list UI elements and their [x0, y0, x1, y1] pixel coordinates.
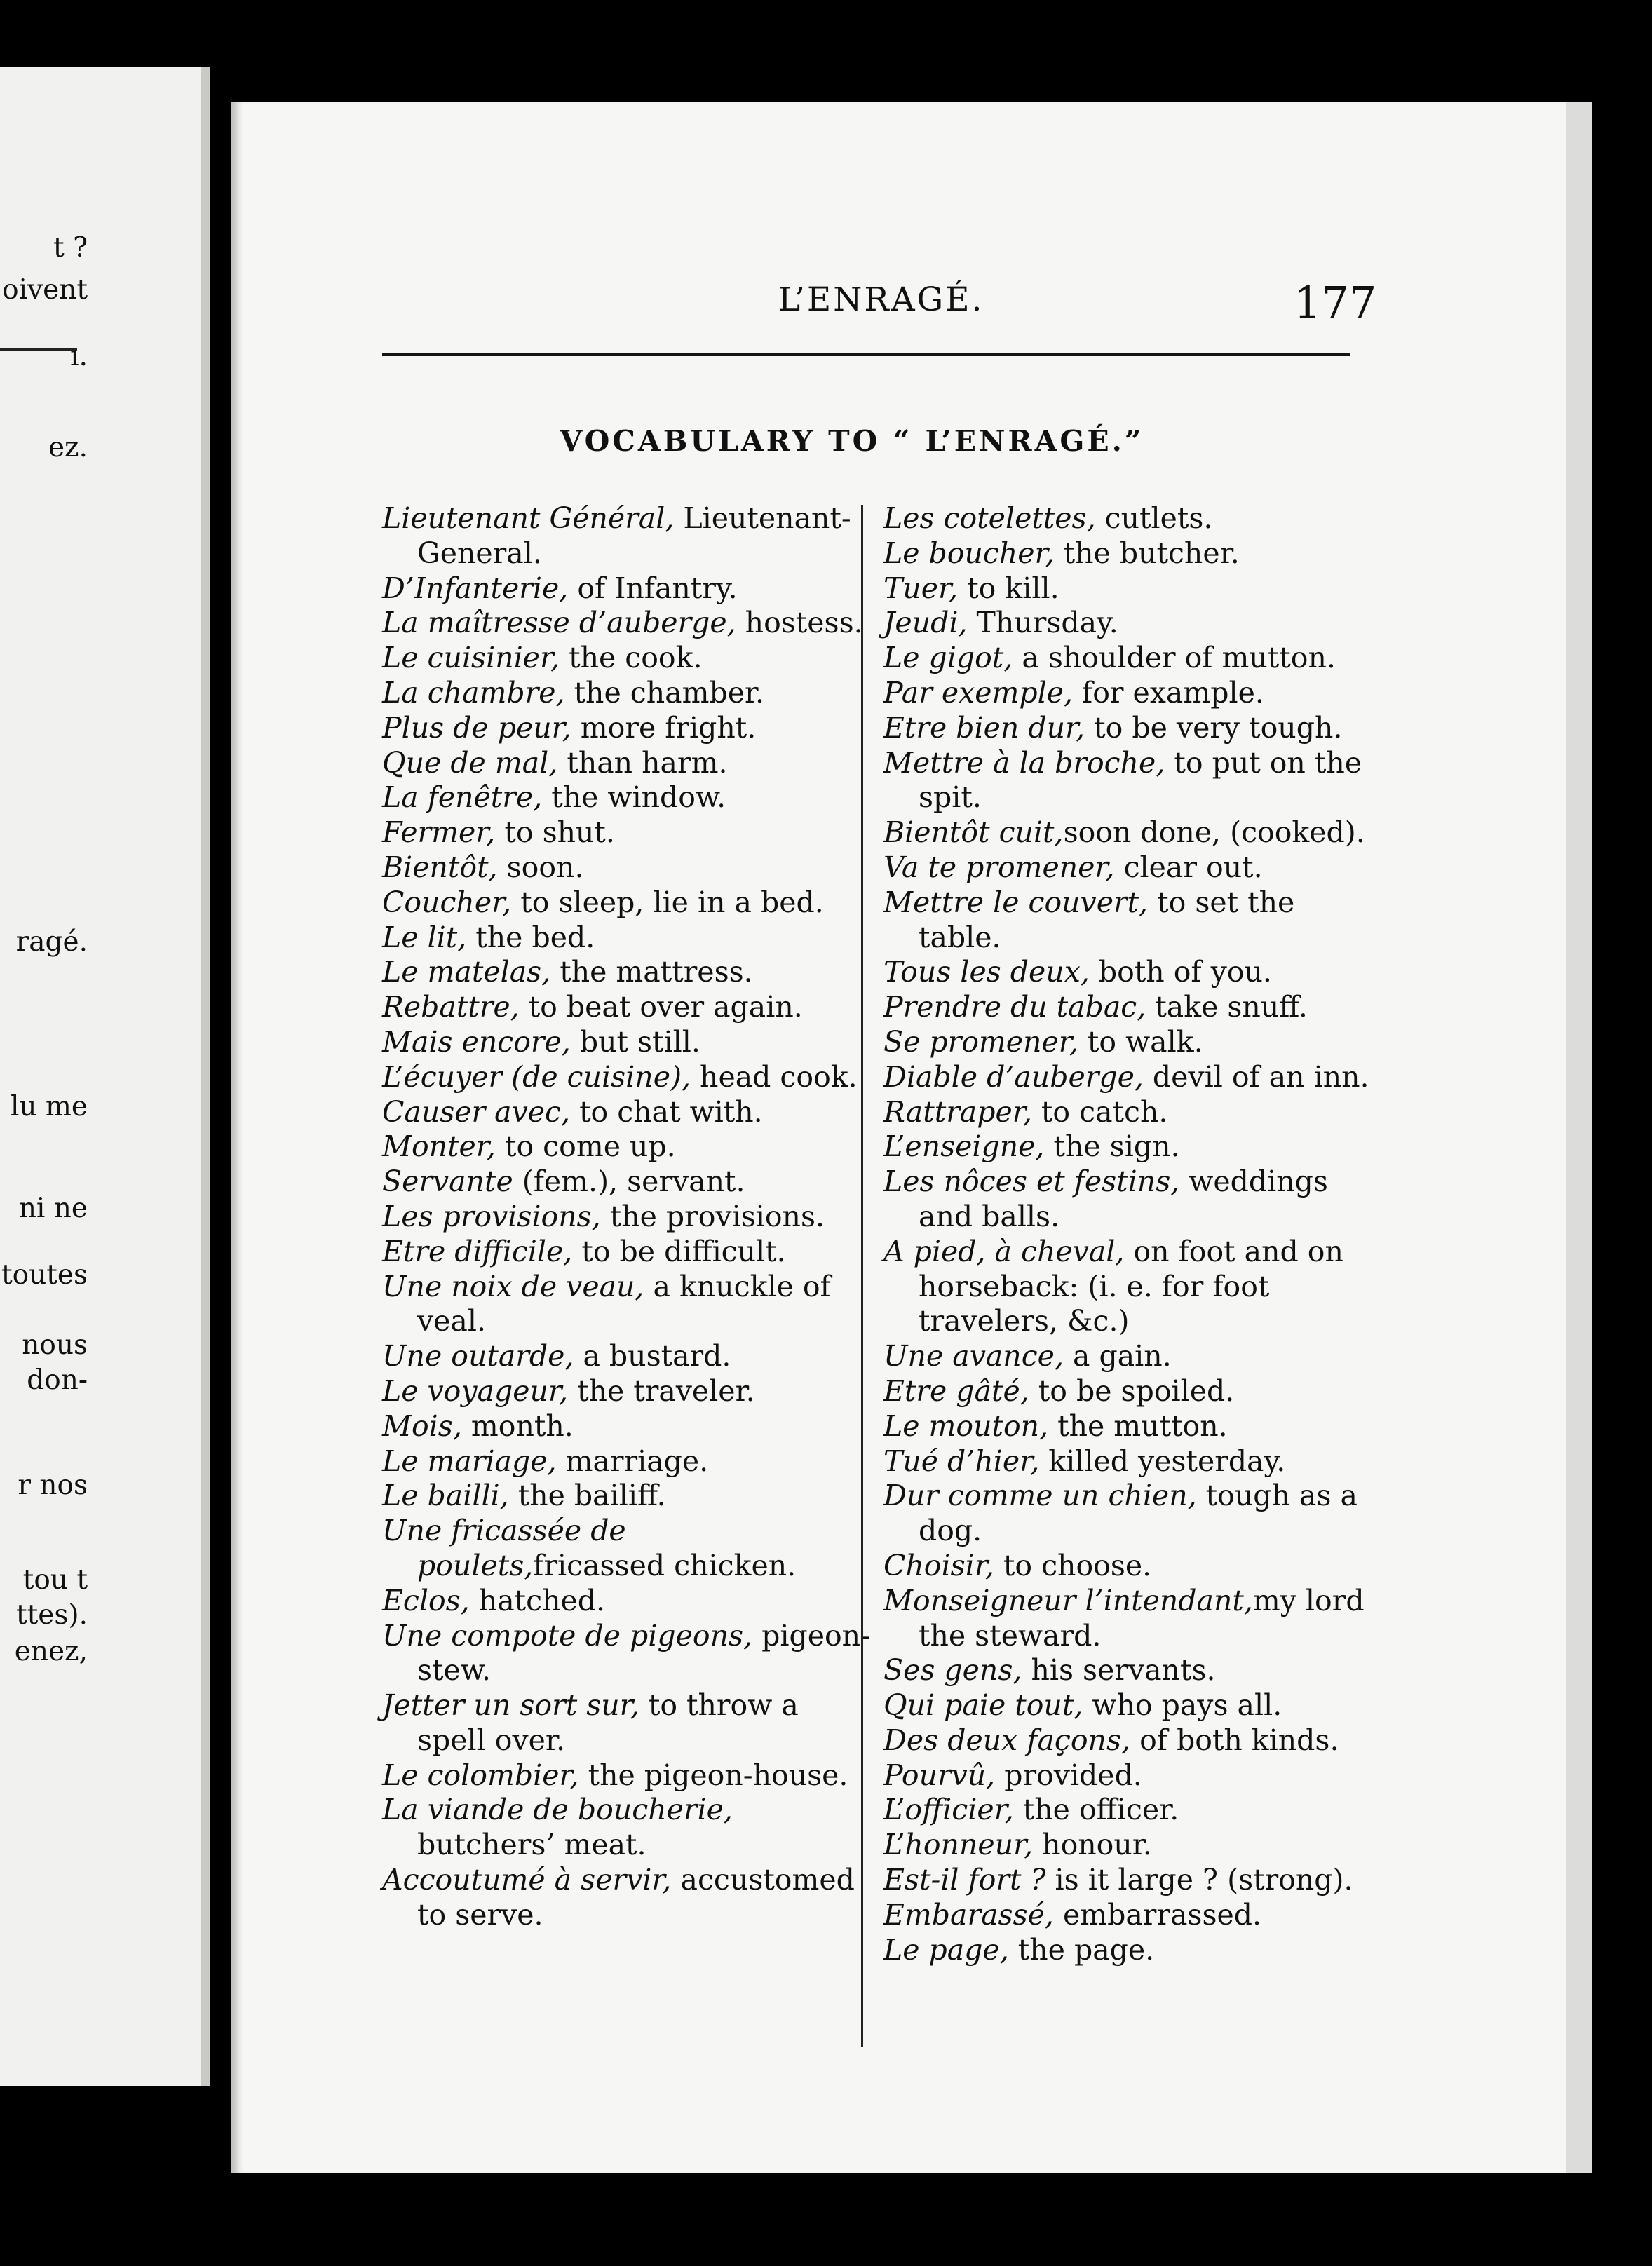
- vocab-gloss: Thursday.: [967, 606, 1118, 640]
- vocab-entry: [883, 606, 1374, 641]
- vocab-term: L’officier,: [883, 1793, 1014, 1827]
- vocab-gloss: to chat with.: [570, 1094, 763, 1129]
- vocab-entry: [382, 1409, 873, 1444]
- vocab-entry: [382, 1688, 873, 1758]
- previous-page-text-fragment: t ?: [53, 232, 88, 264]
- vocab-term: La fenêtre,: [382, 780, 543, 815]
- vocab-term: Une avance,: [883, 1339, 1064, 1373]
- vocab-entry: [883, 676, 1374, 711]
- vocab-entry: [382, 921, 873, 956]
- vocab-gloss: the bed.: [466, 920, 595, 954]
- previous-page-text-fragment: toutes: [1, 1259, 88, 1291]
- vocab-entry: [382, 1025, 873, 1060]
- vocab-gloss: to be very tough.: [1085, 710, 1343, 745]
- vocab-gloss: the pigeon-house.: [578, 1758, 848, 1792]
- vocab-entry: [883, 1235, 1374, 1339]
- vocab-entry: [883, 1479, 1374, 1549]
- vocab-entry: [382, 1060, 873, 1095]
- vocab-gloss: the officer.: [1013, 1793, 1179, 1827]
- vocab-term: Les cotelettes,: [883, 501, 1096, 535]
- vocab-entry: [382, 1619, 873, 1689]
- vocab-gloss: marriage.: [556, 1444, 709, 1478]
- vocab-gloss: the cook.: [560, 641, 703, 675]
- vocab-gloss: of Infantry.: [568, 571, 738, 605]
- vocab-entry: [382, 1235, 873, 1270]
- vocab-entry: [883, 1409, 1374, 1444]
- vocab-gloss: to throw a spell over.: [417, 1688, 799, 1757]
- vocab-term: Etre difficile,: [382, 1234, 573, 1268]
- vocab-term: Mais encore,: [382, 1024, 571, 1059]
- vocab-entry: [382, 815, 873, 850]
- vocab-term: Coucher,: [382, 885, 512, 919]
- vocab-entry: [382, 1270, 873, 1340]
- vocab-gloss: cutlets.: [1095, 501, 1213, 535]
- vocab-entry: [883, 1828, 1374, 1863]
- vocab-term: Fermer,: [382, 815, 496, 850]
- vocab-entry: [883, 990, 1374, 1025]
- vocab-term: L’écuyer (de cuisine),: [382, 1059, 691, 1094]
- vocab-term: L’honneur,: [883, 1828, 1034, 1862]
- vocab-term: L’enseigne,: [883, 1129, 1045, 1164]
- previous-page-text-fragment: ragé.: [15, 926, 88, 958]
- vocab-entry: [883, 955, 1374, 990]
- vocab-term: Tuer,: [883, 571, 959, 605]
- vocab-gloss: a knuckle of veal.: [417, 1269, 831, 1338]
- vocab-term: D’Infanterie,: [382, 571, 569, 605]
- vocab-term: Eclos,: [382, 1583, 470, 1617]
- vocab-term: Le matelas,: [382, 955, 551, 989]
- vocab-gloss: butchers’ meat.: [417, 1828, 646, 1862]
- vocab-gloss: the window.: [542, 780, 726, 815]
- vocab-term: A pied, à cheval,: [883, 1234, 1125, 1268]
- vocab-entry: [382, 1095, 873, 1130]
- vocab-gloss: a gain.: [1063, 1339, 1172, 1373]
- vocab-entry: [883, 1723, 1374, 1758]
- vocab-term: Qui paie tout,: [883, 1688, 1083, 1723]
- vocab-entry: [883, 1758, 1374, 1793]
- vocab-term: Par exemple,: [883, 675, 1074, 710]
- vocab-term: Le mouton,: [883, 1409, 1049, 1443]
- vocab-term: Le page,: [883, 1932, 1009, 1967]
- vocab-entry: [382, 850, 873, 886]
- vocab-term: Rebattre,: [382, 990, 520, 1024]
- vocab-gloss: both of you.: [1089, 955, 1272, 989]
- vocab-term: La chambre,: [382, 675, 565, 710]
- vocab-gloss: to beat over again.: [519, 990, 803, 1024]
- vocab-gloss: honour.: [1033, 1828, 1152, 1862]
- vocab-term: Une fricassée de poulets,: [382, 1514, 626, 1582]
- vocab-entry: [883, 1653, 1374, 1688]
- vocab-term: Est-il fort ?: [883, 1863, 1046, 1897]
- vocab-term: Choisir,: [883, 1548, 994, 1582]
- vocab-entry: [382, 1444, 873, 1479]
- vocab-gloss: to set the table.: [919, 885, 1295, 954]
- vocab-entry: [883, 850, 1374, 886]
- vocab-gloss: the chamber.: [564, 675, 765, 710]
- vocab-term: Une noix de veau,: [382, 1269, 644, 1303]
- vocab-gloss: take snuff.: [1146, 990, 1308, 1024]
- vocab-entry: [382, 1374, 873, 1409]
- vocab-gloss: accustomed to serve.: [417, 1863, 855, 1932]
- previous-page-text-fragment: ttes).: [15, 1599, 88, 1631]
- vocab-term: Pourvû,: [883, 1758, 996, 1792]
- vocab-entry: [382, 711, 873, 746]
- vocab-entry: [883, 1863, 1374, 1898]
- vocab-entry: [883, 1165, 1374, 1235]
- header-rule: [382, 353, 1350, 356]
- vocab-gloss: month.: [461, 1409, 574, 1443]
- vocab-gloss: the traveler.: [568, 1373, 755, 1408]
- vocab-gloss: to be spoiled.: [1029, 1373, 1235, 1408]
- vocab-entry: [382, 571, 873, 606]
- vocab-term: Jetter un sort sur,: [382, 1688, 639, 1723]
- vocab-term: Causer avec,: [382, 1094, 571, 1129]
- vocab-entry: [382, 780, 873, 815]
- vocab-gloss: weddings and balls.: [919, 1165, 1328, 1233]
- vocab-entry: [382, 1129, 873, 1165]
- page-number: 177: [1294, 277, 1377, 328]
- vocab-gloss: head cook.: [691, 1059, 858, 1094]
- vocab-entry: [382, 990, 873, 1025]
- vocab-gloss: who pays all.: [1083, 1688, 1282, 1723]
- vocab-gloss: the bailiff.: [508, 1479, 666, 1513]
- vocab-term: Etre gâté,: [883, 1373, 1029, 1408]
- vocab-entry: [883, 536, 1374, 571]
- vocab-entry: [382, 1758, 873, 1793]
- vocab-term: Mettre à la broche,: [883, 745, 1165, 780]
- vocab-entry: [382, 1514, 873, 1584]
- vocab-term: Accoutumé à servir,: [382, 1863, 672, 1897]
- vocab-entry: [382, 746, 873, 781]
- page-spine: [201, 67, 210, 2086]
- vocab-term: Le bailli,: [382, 1479, 509, 1513]
- vocab-term: La maîtresse d’auberge,: [382, 606, 736, 640]
- vocab-entry: [883, 641, 1374, 676]
- vocab-entry: [883, 711, 1374, 746]
- vocab-gloss: soon done, (cooked).: [1063, 815, 1365, 850]
- previous-page-text-fragment: enez,: [14, 1636, 88, 1667]
- vocab-entry: [883, 1129, 1374, 1165]
- vocab-gloss: pigeon-stew.: [417, 1618, 870, 1688]
- page-edge: [1566, 102, 1592, 2173]
- vocabulary-title: VOCABULARY TO “ L’ENRAGÉ.”: [560, 424, 1144, 458]
- previous-page-text-fragment: oivent: [2, 274, 88, 306]
- vocab-term: Tué d’hier,: [883, 1444, 1040, 1478]
- vocab-term: Monseigneur l’intendant,: [883, 1583, 1253, 1617]
- vocab-term: Le voyageur,: [382, 1373, 569, 1408]
- vocab-entry: [883, 1898, 1374, 1933]
- vocab-entry: [382, 641, 873, 676]
- vocab-gloss: hatched.: [469, 1583, 606, 1617]
- vocab-gloss: to choose.: [994, 1548, 1152, 1582]
- previous-page-text-fragment: tou t: [22, 1564, 88, 1596]
- vocab-term: Mettre le couvert,: [883, 885, 1149, 919]
- vocab-term: Mois,: [382, 1409, 462, 1443]
- vocab-term: Bientôt cuit,: [883, 815, 1064, 850]
- vocab-gloss: than harm.: [557, 745, 728, 780]
- vocab-gloss: but still.: [570, 1024, 700, 1059]
- vocab-gloss: to shut.: [495, 815, 615, 850]
- vocab-gloss: tough as a dog.: [919, 1479, 1358, 1548]
- vocab-gloss: devil of an inn.: [1143, 1059, 1369, 1094]
- vocab-entry: [382, 886, 873, 921]
- vocab-term: Le cuisinier,: [382, 641, 560, 675]
- vocab-term: Se promener,: [883, 1024, 1078, 1059]
- vocab-entry: [382, 1793, 873, 1863]
- vocab-term: Bientôt,: [382, 850, 498, 884]
- vocab-entry: [883, 886, 1374, 956]
- vocab-gloss: the mattress.: [550, 955, 753, 989]
- vocab-entry: [883, 1584, 1374, 1654]
- vocab-entry: [382, 676, 873, 711]
- vocab-term: Jeudi,: [883, 606, 968, 640]
- vocab-gloss: hostess.: [736, 606, 863, 640]
- vocab-gloss: Lieutenant-General.: [417, 501, 851, 570]
- vocab-entry: [382, 1584, 873, 1619]
- vocab-gloss: a shoulder of mutton.: [1013, 641, 1336, 675]
- vocab-entry: [883, 1374, 1374, 1409]
- vocab-gloss: on foot and on horseback: (i. e. for foot travelers, &c.): [919, 1234, 1343, 1338]
- vocab-term: Des deux façons,: [883, 1723, 1131, 1757]
- running-head: L’ENRAGÉ.: [778, 280, 984, 319]
- vocab-term: Embarassé,: [883, 1897, 1054, 1932]
- previous-page-text-fragment: ez.: [48, 432, 88, 463]
- vocab-gloss: the provisions.: [600, 1199, 825, 1233]
- vocab-term: Monter,: [382, 1129, 496, 1164]
- vocab-gloss: the sign.: [1044, 1129, 1180, 1164]
- vocab-gloss: to be difficult.: [572, 1234, 786, 1268]
- vocab-gloss: more fright.: [571, 710, 757, 745]
- vocab-term: Tous les deux,: [883, 955, 1090, 989]
- vocab-entry: [883, 1933, 1374, 1968]
- vocab-term: Que de mal,: [382, 745, 558, 780]
- vocab-entry: [382, 1339, 873, 1374]
- previous-page-text-fragment: nous: [22, 1329, 88, 1361]
- vocab-gloss: to kill.: [958, 571, 1059, 605]
- vocab-term: Une compote de pigeons,: [382, 1618, 753, 1653]
- vocab-entry: [883, 815, 1374, 850]
- vocab-gloss: clear out.: [1114, 850, 1263, 884]
- vocab-term: Le colombier,: [382, 1758, 579, 1792]
- vocab-term: Plus de peur,: [382, 710, 571, 745]
- vocab-gloss: the butcher.: [1054, 536, 1240, 570]
- vocab-gloss: soon.: [497, 850, 584, 884]
- previous-page-text-fragment: ı.: [70, 341, 88, 372]
- vocab-entry: [382, 1200, 873, 1235]
- previous-page-text-fragment: ni ne: [18, 1193, 88, 1224]
- previous-page-text-fragment: lu me: [10, 1091, 88, 1122]
- vocab-entry: [382, 606, 873, 641]
- vocab-gloss: for example.: [1073, 675, 1264, 710]
- vocab-term: Prendre du tabac,: [883, 990, 1146, 1024]
- vocab-term: Les provisions,: [382, 1199, 601, 1233]
- vocab-entry: [883, 1688, 1374, 1723]
- vocab-gloss: (fem.), servant.: [513, 1165, 745, 1199]
- vocab-term: Une outarde,: [382, 1339, 574, 1373]
- vocab-term: Diable d’auberge,: [883, 1059, 1144, 1094]
- vocab-entry: [883, 1444, 1374, 1479]
- vocabulary-left-column: [382, 501, 873, 1933]
- vocab-gloss: the page.: [1008, 1932, 1155, 1967]
- book-page: [231, 102, 1592, 2173]
- previous-page-fragment: [0, 67, 210, 2086]
- vocab-gloss: of both kinds.: [1130, 1723, 1339, 1757]
- vocab-entry: [382, 1165, 873, 1200]
- vocab-entry: [883, 501, 1374, 536]
- previous-page-text-fragment: don-: [27, 1364, 88, 1396]
- vocab-gloss: is it large ? (strong).: [1045, 1863, 1353, 1897]
- vocab-term: Servante: [382, 1165, 513, 1199]
- vocab-term: Le mariage,: [382, 1444, 557, 1478]
- vocab-gloss: to catch.: [1031, 1094, 1168, 1129]
- vocab-term: Lieutenant Général,: [382, 501, 675, 535]
- vocab-gloss: my lord the steward.: [919, 1583, 1365, 1653]
- vocab-entry: [883, 1060, 1374, 1095]
- vocab-term: Le gigot,: [883, 641, 1013, 675]
- vocab-term: Les nôces et festins,: [883, 1165, 1180, 1199]
- vocab-gloss: killed yesterday.: [1039, 1444, 1286, 1478]
- vocab-gloss: the mutton.: [1048, 1409, 1228, 1443]
- vocab-term: Va te promener,: [883, 850, 1115, 884]
- vocab-gloss: to walk.: [1078, 1024, 1203, 1059]
- vocab-entry: [883, 746, 1374, 816]
- vocab-entry: [883, 1095, 1374, 1130]
- vocab-gloss: his servants.: [1022, 1653, 1216, 1688]
- previous-page-text-fragment: r nos: [18, 1470, 88, 1501]
- vocab-term: Etre bien dur,: [883, 710, 1085, 745]
- vocab-gloss: to come up.: [495, 1129, 676, 1164]
- vocab-entry: [382, 1863, 873, 1933]
- vocab-gloss: fricassed chicken.: [533, 1548, 797, 1582]
- vocabulary-right-column: [883, 501, 1374, 1967]
- vocab-gloss: provided.: [995, 1758, 1142, 1792]
- column-divider: [861, 505, 863, 2047]
- vocab-term: La viande de boucherie,: [382, 1793, 733, 1827]
- vocab-gloss: to put on the spit.: [919, 745, 1362, 815]
- vocab-entry: [883, 1339, 1374, 1374]
- vocab-entry: [382, 501, 873, 571]
- vocab-term: Le boucher,: [883, 536, 1055, 570]
- vocab-entry: [382, 1479, 873, 1514]
- vocab-entry: [883, 1549, 1374, 1584]
- vocab-entry: [382, 955, 873, 990]
- vocab-gloss: embarrassed.: [1053, 1897, 1262, 1932]
- vocab-gloss: a bustard.: [574, 1339, 731, 1373]
- vocab-term: Dur comme un chien,: [883, 1479, 1197, 1513]
- vocab-entry: [883, 1025, 1374, 1060]
- vocab-term: Le lit,: [382, 920, 467, 954]
- vocab-entry: [883, 571, 1374, 606]
- vocab-term: Ses gens,: [883, 1653, 1022, 1688]
- vocab-gloss: to sleep, lie in a bed.: [511, 885, 824, 919]
- vocab-term: Rattraper,: [883, 1094, 1032, 1129]
- vocab-entry: [883, 1793, 1374, 1828]
